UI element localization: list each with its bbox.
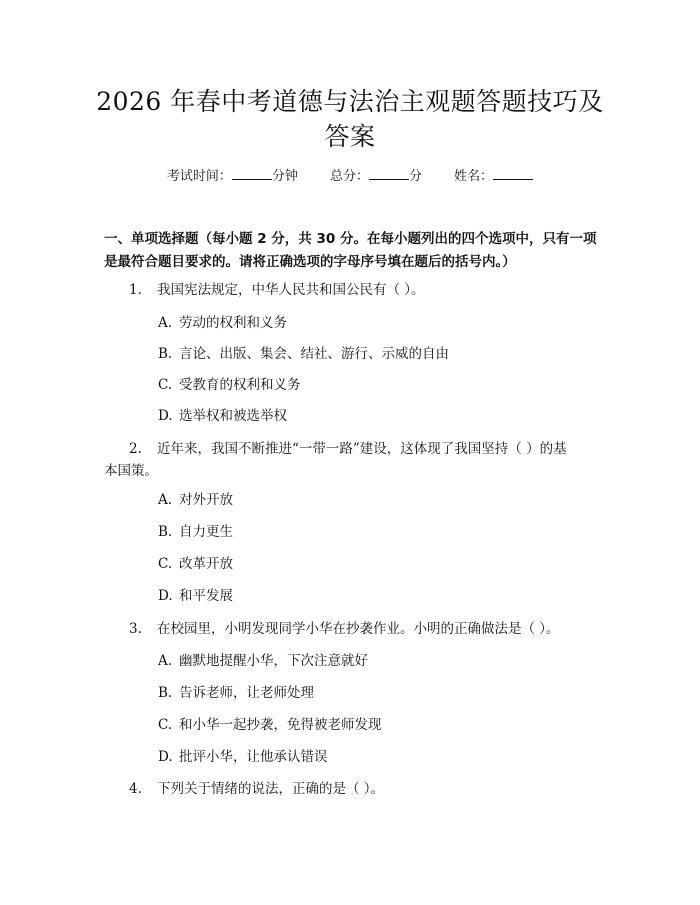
option-text: 选举权和被选举权 <box>179 408 287 424</box>
option-letter: A. <box>158 492 173 508</box>
exam-time-label: 考试时间： <box>166 169 232 184</box>
student-name-field <box>454 167 533 187</box>
section-heading-line-2: 是最符合题目要求的。请将正确选项的字母序号填在题后的括号内。） <box>104 254 516 270</box>
question-number: 1. <box>129 282 142 298</box>
q2-option-a <box>158 490 598 510</box>
option-text: 批评小华，让他承认错误 <box>179 749 328 765</box>
option-text: 受教育的权利和义务 <box>179 377 301 393</box>
option-letter: B. <box>158 346 173 362</box>
option-letter: A. <box>158 653 173 669</box>
option-text: 和小华一起抄袭，免得被老师发现 <box>179 717 382 733</box>
option-letter: C. <box>158 377 173 393</box>
option-letter: D. <box>158 588 173 604</box>
option-text: 和平发展 <box>179 588 233 604</box>
q1-option-c <box>158 375 598 395</box>
option-text: 自力更生 <box>179 524 233 540</box>
option-letter: A. <box>158 315 173 331</box>
option-text: 改革开放 <box>179 556 233 572</box>
question-number: 4. <box>129 781 142 797</box>
question-number: 2. <box>129 441 142 457</box>
section-heading <box>104 228 604 274</box>
option-letter: D. <box>158 749 173 765</box>
option-letter: C. <box>158 717 173 733</box>
q1-option-d <box>158 406 598 426</box>
q3-option-b <box>158 683 598 703</box>
q3-option-a <box>158 651 598 671</box>
total-score-field <box>330 167 422 187</box>
exam-time-blank <box>232 167 272 180</box>
document-title-line-1: 2026 年春中考道德与法治主观题答题技巧及 <box>96 87 604 116</box>
question-2 <box>104 438 600 482</box>
question-text: 我国宪法规定，中华人民共和国公民有（ ）。 <box>157 282 425 298</box>
question-text-continued: 本国策。 <box>104 463 158 479</box>
question-text: 近年来，我国不断推进“一带一路”建设，这体现了我国坚持（ ）的基 <box>157 441 567 457</box>
student-name-blank <box>493 167 533 180</box>
option-letter: C. <box>158 556 173 572</box>
q2-option-b <box>158 522 598 542</box>
question-1 <box>104 279 600 301</box>
option-letter: B. <box>158 685 173 701</box>
q2-option-c <box>158 554 598 574</box>
option-text: 劳动的权利和义务 <box>179 315 287 331</box>
q2-option-d <box>158 586 598 606</box>
q3-option-d <box>158 747 598 767</box>
exam-time-field <box>167 167 298 187</box>
student-name-label: 姓名： <box>454 169 494 184</box>
option-letter: B. <box>158 524 173 540</box>
option-text: 对外开放 <box>179 492 233 508</box>
q1-option-b <box>158 344 598 364</box>
section-heading-line-1: 一、单项选择题（每小题 2 分，共 30 分。在每小题列出的四个选项中，只有一项 <box>104 231 597 247</box>
option-text: 言论、出版、集会、结社、游行、示威的自由 <box>179 346 449 362</box>
option-text: 幽默地提醒小华，下次注意就好 <box>179 653 368 669</box>
q1-option-a <box>158 313 598 333</box>
question-text: 在校园里，小明发现同学小华在抄袭作业。小明的正确做法是（ ）。 <box>157 621 560 637</box>
q3-option-c <box>158 715 598 735</box>
document-title-line-2: 答案 <box>324 122 376 151</box>
total-score-unit: 分 <box>409 169 423 184</box>
question-text: 下列关于情绪的说法，正确的是（ ）。 <box>157 781 385 797</box>
question-3 <box>104 618 600 640</box>
option-text: 告诉老师，让老师处理 <box>179 685 314 701</box>
total-score-label: 总分： <box>329 169 369 184</box>
exam-info-row <box>0 167 700 187</box>
total-score-blank <box>369 167 409 180</box>
option-letter: D. <box>158 408 173 424</box>
exam-time-unit: 分钟 <box>271 169 298 184</box>
question-number: 3. <box>129 621 142 637</box>
question-4 <box>104 778 600 800</box>
